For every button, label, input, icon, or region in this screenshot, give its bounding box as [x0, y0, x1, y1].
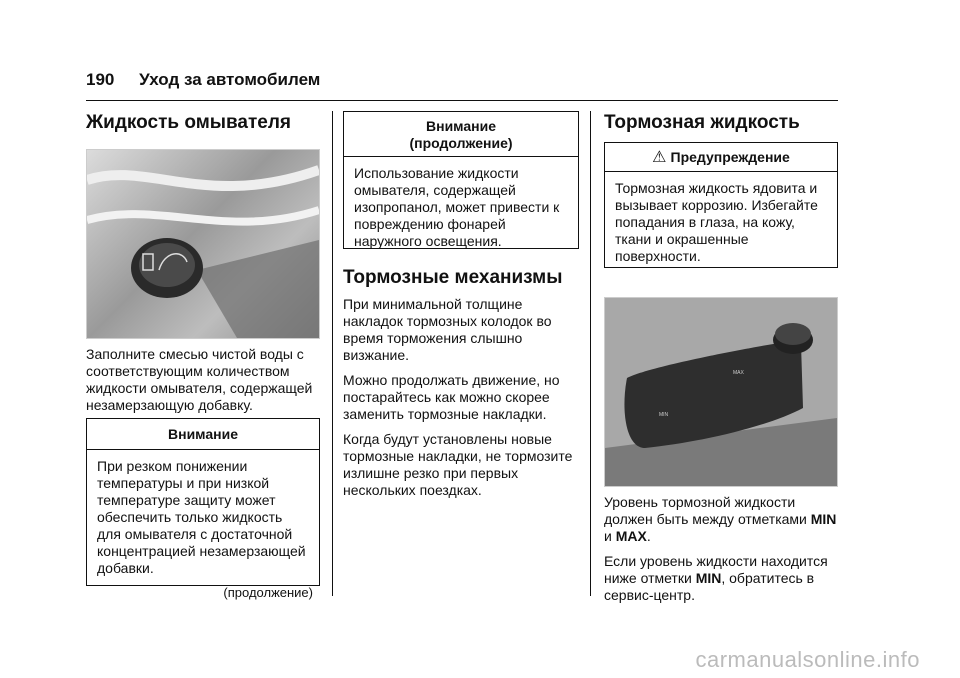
caution-continued-body: Использование жидкости омывателя, содержащей изопропанол, может привести к повреждению фонарей наружного освещения.: [344, 156, 578, 258]
page-number: 190: [86, 70, 115, 89]
washer-fluid-paragraph: Заполните смесью чистой воды с соответствующим количеством жидкости омывателя, содержащей незамерзающую добавку.: [86, 346, 313, 413]
brake-below-paragraph: [604, 553, 840, 604]
brakes-paragraph-2: Можно продолжать движение, но постарайтесь как можно скорее заменить тормозные накладки.: [343, 372, 560, 422]
column-3-text: [604, 494, 840, 604]
caution-body: При резком понижении температуры и при низкой температуре защиту может обеспечить только жидкость для омывателя с достаточной концентрацией незамерзающей добавки.: [87, 449, 319, 585]
brakes-paragraph-1: При минимальной толщине накладок тормозных колодок во время торможения слышно визжание.: [343, 296, 552, 363]
brake-level-paragraph: [604, 494, 840, 545]
caution-continued-box: [343, 111, 579, 249]
level-text-post: .: [646, 528, 651, 544]
below-text-min: MIN: [695, 570, 722, 586]
watermark: carmanualsonline.info: [695, 647, 920, 672]
washer-reservoir-illustration: [87, 150, 319, 338]
header-rule: [86, 100, 838, 101]
brake-fluid-heading: Тормозная жидкость: [604, 112, 800, 133]
warning-triangle-icon: ⚠: [652, 149, 667, 166]
warning-header: [605, 143, 837, 171]
level-text-mid: и: [604, 528, 616, 544]
column-2-text: [343, 266, 579, 499]
brake-reservoir-photo: [604, 297, 838, 487]
page-header: [86, 70, 320, 90]
below-text-post: , обратитесь в сервис-центр.: [604, 570, 815, 603]
column-1-text: [86, 346, 322, 414]
warning-body: Тормозная жидкость ядовита и вызывает коррозию. Избегайте попадания в глаза, на кожу, ткани и окрашенные поверхности.: [605, 171, 837, 273]
max-mark: MAX: [733, 370, 744, 376]
level-text-min: MIN: [810, 511, 837, 527]
brake-reservoir-illustration: [605, 298, 837, 486]
brakes-heading: Тормозные механизмы: [343, 267, 563, 288]
column-divider: [332, 111, 333, 596]
caution-continued-title: Внимание (продолжение): [409, 118, 513, 151]
washer-fluid-heading: Жидкость омывателя: [86, 112, 292, 133]
caution-box: [86, 418, 320, 600]
caution-continued: (продолжение): [223, 585, 313, 600]
page-title: Уход за автомобилем: [139, 70, 321, 89]
brakes-paragraph-3: Когда будут установлены новые тормозные накладки, не тормозите излишне резко при первых нескольких поездках.: [343, 431, 573, 498]
level-text-pre: Уровень тормозной жидкости должен быть между отметками: [604, 494, 811, 527]
warning-box: [604, 142, 838, 268]
level-text-max: MAX: [615, 528, 647, 544]
column-1: [86, 111, 322, 135]
column-3: [604, 111, 840, 135]
column-divider: [590, 111, 591, 596]
below-text-pre: Если уровень жидкости находится ниже отметки: [604, 553, 828, 586]
washer-reservoir-photo: [86, 149, 320, 339]
warning-title: Предупреждение: [670, 149, 790, 165]
min-mark: MIN: [659, 412, 669, 418]
caution-title: Внимание: [168, 426, 238, 442]
